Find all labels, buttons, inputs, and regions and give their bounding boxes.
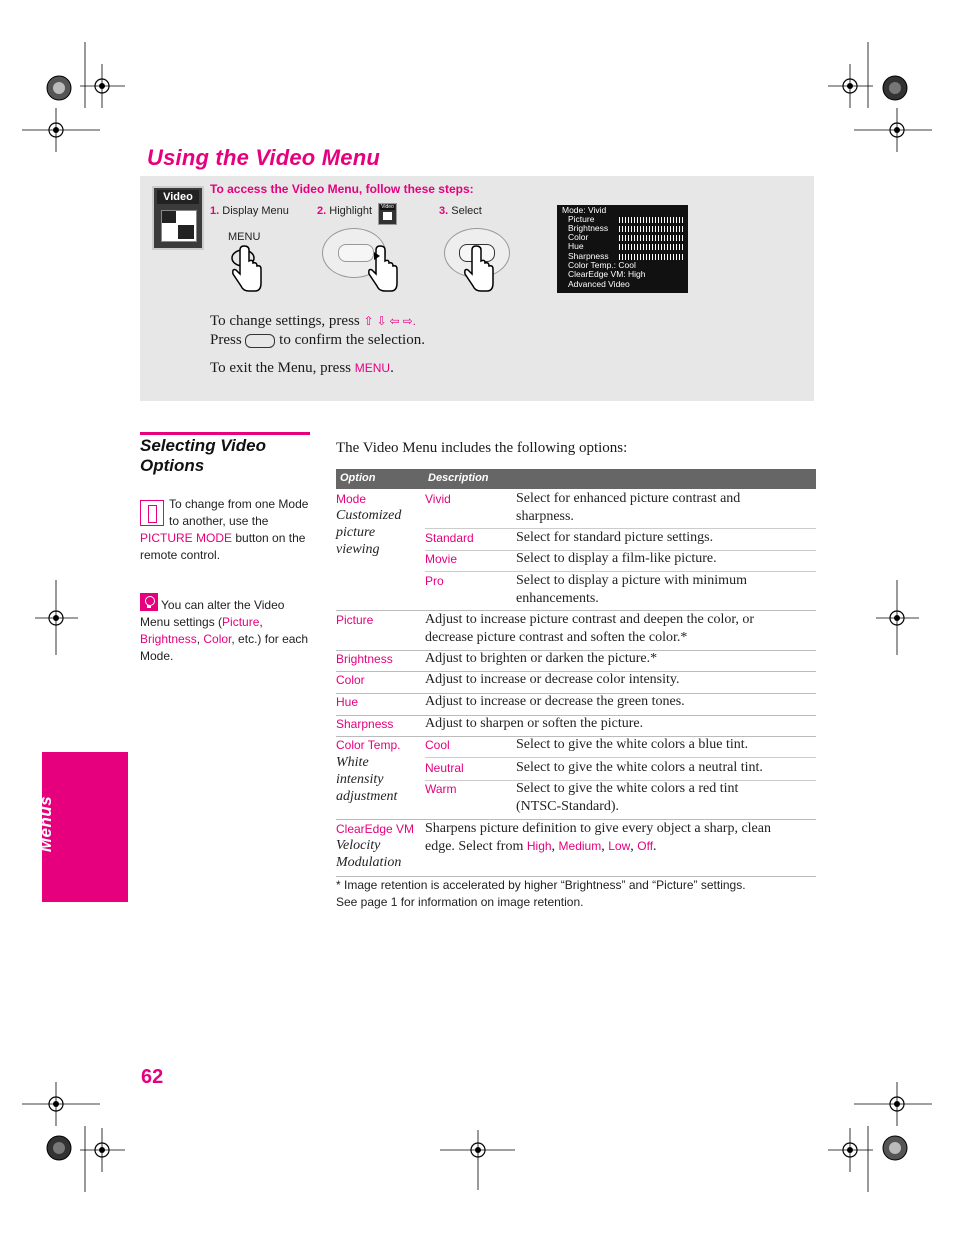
page-title: Using the Video Menu [147, 145, 380, 170]
footnote: * Image retention is accelerated by higher “Brightness” and “Picture” settings. See page 1 for information on image retention. [336, 878, 746, 909]
video-menu-icon [152, 186, 204, 250]
osd-video-menu: Mode: Vivid Picture Brightness Color Hue Sharpness Color Temp.: Cool ClearEdge VM: High Advanced Video [557, 205, 688, 293]
table-row: Picture Adjust to increase picture contrast and deepen the color, or decrease picture contrast and soften the color.* [336, 610, 816, 651]
video-mini-icon: Video [378, 203, 397, 225]
step-3: 3. Select [439, 205, 482, 217]
intro-text: The Video Menu includes the following options: [336, 440, 628, 456]
chapter-tab: Menus [42, 752, 128, 902]
table-row: Brightness Adjust to brighten or darken the picture.* [336, 650, 816, 672]
table-row: Color Temp. White intensity adjustment Cool Select to give the white colors a blue tint. Neutral Select to give the white colors a neutral tint. Warm Select to give the white colors a red tint (NTSC-Standard). [336, 736, 816, 820]
table-row: Mode Customized picture viewing Vivid Select for enhanced picture contrast and sharpness. Standard Select for standard picture settings. Movie Select to display a film-like picture. Pro Select to display a picture with minimum enhancements. [336, 489, 816, 611]
note-picture-mode: To change from one Mode to another, use the PICTURE MODE button on the remote control. [140, 497, 309, 562]
table-row: ClearEdge VM Velocity Modulation Sharpens picture definition to give every object a sharp, clean edge. Select from High, Medium, Low, Off. [336, 819, 816, 877]
table-row: Color Adjust to increase or decrease color intensity. [336, 671, 816, 694]
step-1: 1. Display Menu [210, 205, 289, 217]
page-number: 62 [141, 1066, 164, 1088]
video-icon-label: Video [157, 190, 199, 204]
menu-button-label: MENU [228, 231, 261, 243]
hand-press-icon [368, 244, 402, 300]
section-title: Selecting Video Options [140, 436, 266, 475]
access-heading: To access the Video Menu, follow these steps: [210, 182, 474, 196]
table-row: Hue Adjust to increase or decrease the green tones. [336, 693, 816, 716]
hand-press-icon [226, 244, 266, 296]
exit-line: To exit the Menu, press MENU. [210, 360, 394, 376]
note-settings-per-mode: You can alter the Video Menu settings (Picture, Brightness, Color, etc.) for each Mode. [140, 598, 309, 663]
table-row: Sharpness Adjust to sharpen or soften the picture. [336, 715, 816, 737]
confirm-line: Press to confirm the selection. [210, 332, 425, 348]
step-2: 2. Highlight [317, 205, 373, 217]
change-settings-line: To change settings, press ⇧ ⇩ ⇦ ⇨. [210, 313, 416, 329]
hand-press-icon [462, 244, 496, 300]
sidebar-rule [140, 432, 310, 435]
table-header: Option Description [336, 469, 816, 489]
